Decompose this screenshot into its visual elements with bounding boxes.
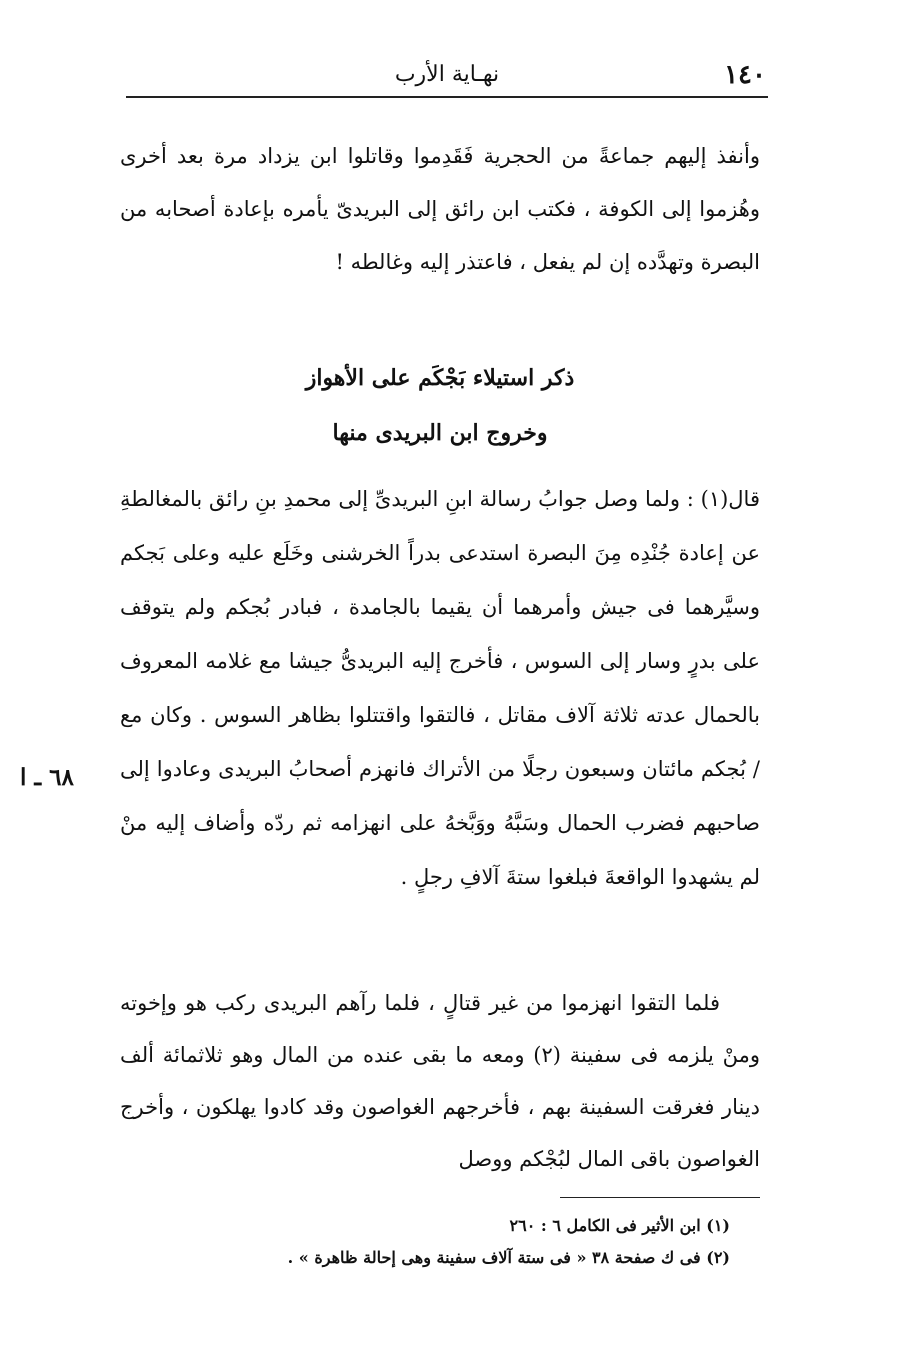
footnotes [240, 1210, 730, 1274]
paragraph: قال(١) : ولما وصل جوابُ رسالة ابنِ البريدىِّ إلى محمدِ بنِ رائق بالمغالطةِ عن إعادة جُنْدِه مِنَ البصرة استدعى بدراً الخرشنى وخَلَع عليه وعلى بَجكم وسيَّرهما فى جيش وأمرهما أن يقيما بالجامدة ، فبادر بُجكم ولم يتوقف على بدرٍ وسار إلى السوس ، فأخرج إليه البريدىُّ جيشا مع غلامه المعروف بالحمال عدته ثلاثة آلاف مقاتل ، فالتقوا واقتتلوا بظاهر السوس . وكان مع / بُجكم مائتان وسبعون رجلًا من الأتراك فانهزم أصحابُ البريدى وعادوا إلى صاحبهم فضرب الحمال وسَبَّهُ ووَبَّخهُ على انهزامه ثم ردّه وأضاف إليه منْ لم يشهدوا الواقعةَ فبلغوا ستةَ آلافِ رجلٍ . [120, 487, 760, 889]
footnote-1: (١) ابن الأثير فى الكامل ٦ : ٢٦٠ [509, 1216, 730, 1235]
paragraph-block-middle [120, 472, 760, 904]
paragraph-block-top [120, 130, 760, 289]
paragraph: وأنفذ إليهم جماعةً من الحجرية فَقَدِموا وقاتلوا ابن يزداد مرة بعد أخرى وهُزموا إلى الكوفة ، فكتب ابن رائق إلى البريدىّ يأمره بإعادة أصحابه من البصرة وتهدَّده إن لم يفعل ، فاعتذر إليه وغالطه ! [120, 144, 760, 274]
margin-note: ٦٨ ـ ا [20, 764, 74, 791]
section-heading-line-1: ذكر استيلاء بَجْكَم على الأهواز [305, 365, 575, 391]
header-rule [126, 96, 768, 98]
page-number: ١٤٠ [724, 60, 766, 90]
footnote-2: (٢) فى ك صفحة ٣٨ « فى ستة آلاف سفينة وهى إحالة ظاهرة » . [287, 1248, 730, 1267]
running-head [128, 56, 766, 96]
book-title: نهـاية الأرب [394, 62, 500, 87]
paragraph-block-bottom [120, 977, 760, 1185]
paragraph: فلما التقوا انهزموا من غير قتالٍ ، فلما رآهم البريدى ركب هو وإخوته ومنْ يلزمه فى سفينة (٢) ومعه ما بقى عنده من المال وهو ثلاثمائة ألف دينار فغرقت السفينة بهم ، فأخرجهم الغواصون وقد كادوا يهلكون ، وأخرج الغواصون باقى المال لبُجْكم ووصل [120, 991, 760, 1171]
footnote-rule [560, 1197, 760, 1198]
section-heading-line-2: وخروج ابن البريدى منها [332, 420, 548, 446]
